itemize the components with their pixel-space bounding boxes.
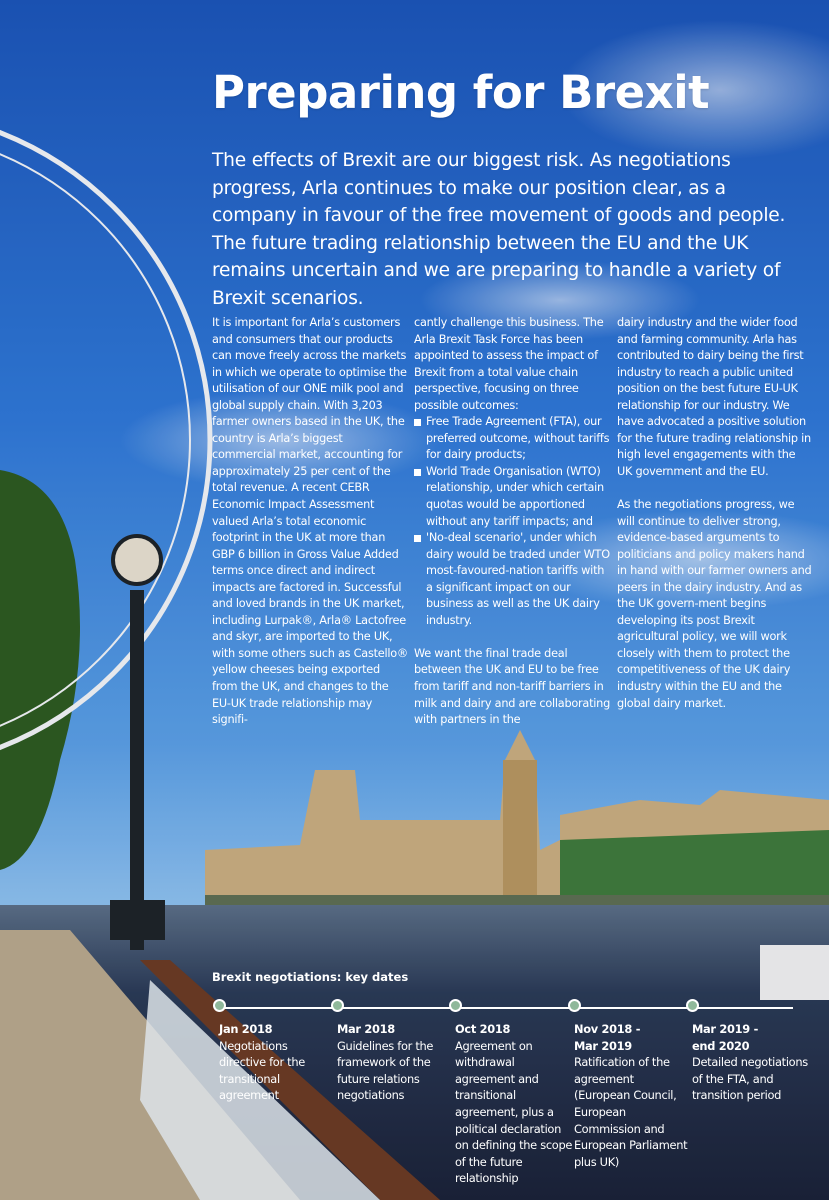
outcome-item: World Trade Organisation (WTO) relationship, under which certain quotas would be apportioned without any tariff impacts; and [414,464,610,530]
timeline-item [219,999,337,1104]
body-paragraph: As the negotiations progress, we will continue to deliver strong, evidence-based arguments to politicians and policy makers hand in hand with our farmer owners and peers in the dairy industry. And as the UK govern-ment begins developing its post Brexit agricultural policy, we will work closely with them to protect the competitiveness of the UK dairy industry within the EU and the global dairy market. [617,498,812,710]
outcome-item: 'No-deal scenario', under which dairy would be traded under WTO most-favoured-nation tariffs with a significant impact on our business as well as the UK dairy industry. [414,530,610,629]
timeline-dot [213,999,226,1012]
timeline-dot [568,999,581,1012]
timeline-dot [331,999,344,1012]
timeline-dot [449,999,462,1012]
body-paragraph: We want the final trade deal between the UK and EU to be free from tariff and non-tariff barriers in milk and dairy and are collaborating with partners in the [414,646,610,727]
timeline-text: Agreement on withdrawal agreement and transitional agreement, plus a political declaration on defining the scope of the future relationship [455,1038,573,1186]
body-column-1 [212,315,408,745]
timeline-item [692,999,810,1104]
timeline-date: Mar 2019 - end 2020 [692,1022,759,1053]
body-paragraph: dairy industry and the wider food and farming community. Arla has contributed to dairy being the first industry to reach a public united position on the best future EU-UK relationship for our industry. We have advocated a positive solution for the future trading relationship in high level engagements with the UK government and the EU. [617,316,811,478]
outcome-item: Free Trade Agreement (FTA), our preferred outcome, without tariffs for dairy products; [414,414,610,464]
timeline-dot [686,999,699,1012]
body-column-2 [414,315,610,745]
outcomes-list [414,414,610,629]
timeline-text: Guidelines for the framework of the future relations negotiations [337,1038,434,1103]
timeline-date: Mar 2018 [337,1022,395,1036]
timeline-item [455,999,573,1187]
body-column-3 [617,315,813,729]
body-paragraph: cantly challenge this business. The Arla Brexit Task Force has been appointed to assess the impact of Brexit from a total value chain perspective, focusing on three possible outcomes: [414,316,604,412]
timeline-text: Detailed negotiations of the FTA, and transition period [692,1055,808,1103]
timeline-text: Negotiations directive for the transitional agreement [219,1038,305,1103]
intro-paragraph: The effects of Brexit are our biggest risk. As negotiations progress, Arla continues to make our position clear, as a company in favour of the free movement of goods and people. The future trading relationship between the EU and the UK remains uncertain and we are preparing to handle a variety of Brexit scenarios. [212,150,786,309]
timeline-date: Jan 2018 [219,1022,273,1036]
timeline-item [337,999,455,1104]
timeline-text: Ratification of the agreement (European Council, European Commission and European Parliament plus UK) [574,1055,688,1169]
body-paragraph: It is important for Arla’s customers and consumers that our products can move freely across the markets in which we operate to optimise the utilisation of our ONE milk pool and global supply chain. With 3,203 farmer owners based in the UK, the country is Arla’s biggest commercial market, accounting for approximately 25 per cent of the total revenue. A recent CEBR Economic Impact Assessment valued Arla’s total economic footprint in the UK at more than GBP 6 billion in Gross Value Added terms once direct and indirect impacts are factored in. Successful and loved brands in the UK market, including Lurpak®, Arla® Lactofree and skyr, are imported to the UK, with some others such as Castello® yellow cheeses being exported from the UK, and changes to the EU-UK trade relationship may signifi- [212,316,408,727]
timeline-item [574,999,692,1170]
timeline-date: Nov 2018 - Mar 2019 [574,1022,641,1053]
timeline-date: Oct 2018 [455,1022,511,1036]
page-title: Preparing for Brexit [212,66,710,119]
timeline-heading: Brexit negotiations: key dates [212,970,409,984]
